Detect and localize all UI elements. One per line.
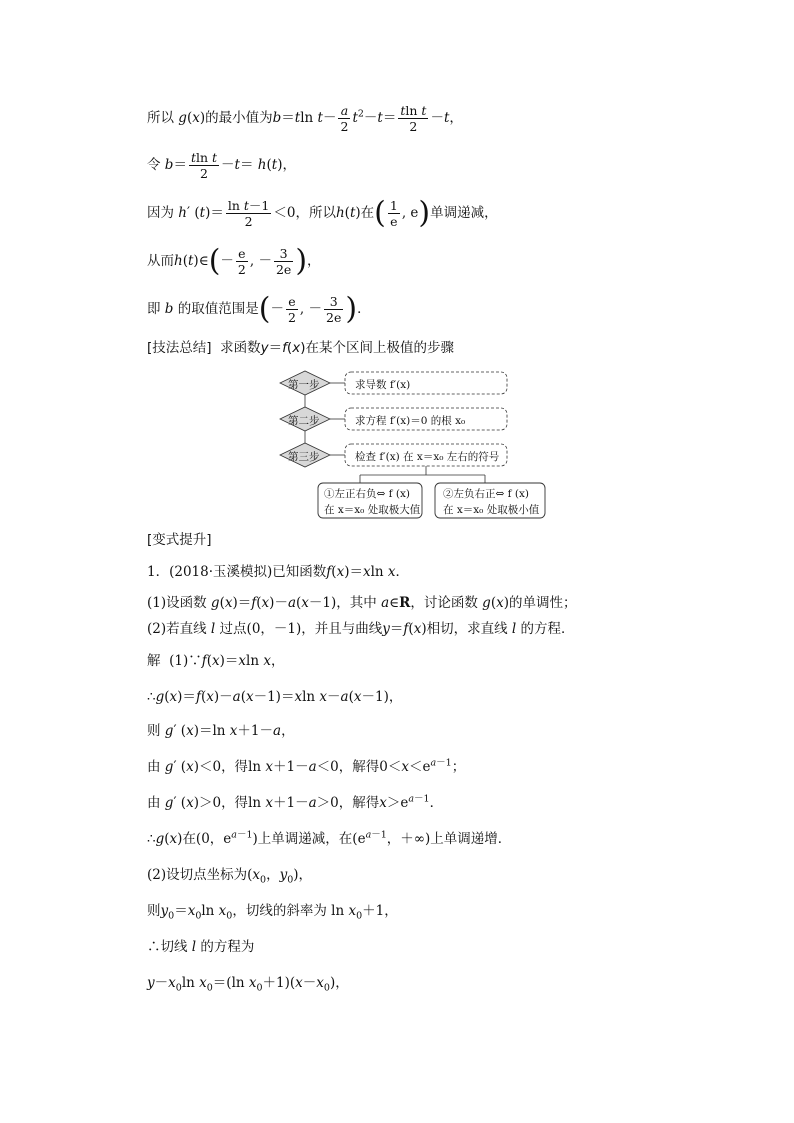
- left-result-line1: ①左正右负⇔ f (x): [324, 488, 410, 500]
- question-1: 1．(2018·玉溪模拟)已知函数f(x)＝xln x．: [147, 564, 410, 580]
- step2-label: 第二步: [288, 415, 320, 427]
- line-min-value: 所以 g(x)的最小值为b＝tln t－ $\frac{a}{2}$ $t^2-t=$ $\frac{\text{tln t}}{2}$ －t，: [147, 103, 463, 134]
- solution-line4: 由 g′ (x)＜0，得ln x＋1－a＜0，解得$0<x<e^{a-1}$；: [147, 757, 466, 775]
- solution-line5: 由 g′ (x)＞0，得ln x＋1－a＞0，解得$x>e^{a-1}$．: [147, 793, 444, 811]
- solution-line2: ∴g(x)＝f(x)－a(x－1)＝xln x－a(x－1)，: [147, 689, 403, 705]
- line-define-h: 令 b＝ $\frac{\text{tln t}}{2}$ －t＝ h(t)，: [147, 150, 296, 181]
- step3-label: 第三步: [288, 451, 320, 463]
- solution-line3: 则 g′ (x)＝ln x＋1－a，: [147, 723, 295, 739]
- box3-text: 检查 f′(x) 在 x＝x₀ 左右的符号: [355, 451, 500, 463]
- left-result-line2: 在 x＝x₀ 处取极大值: [324, 504, 421, 516]
- right-result-line1: ②左负右正⇔ f (x): [443, 488, 529, 500]
- solution-line1: 解 (1)∵f(x)＝xln x，: [147, 653, 285, 669]
- flowchart: [275, 365, 575, 525]
- question-1-part2: (2)若直线 l 过点(0，－1)，并且与曲线y＝f(x)相切，求直线 l 的方程．: [147, 621, 575, 637]
- summary-heading: [技法总结] 求函数y＝f(x)在某个区间上极值的步骤: [147, 340, 454, 356]
- line-range-h: 从而h(t)∈(－ $\frac{e}{2}$ , － $\frac{3}{2e}$ )，: [147, 243, 321, 279]
- variant-heading: [变式提升]: [147, 532, 212, 548]
- solution-line6: ∴g(x)在(0，$e^{a-1}$)上单调递减，在($e^{a-1}$，＋∞)上单调递增．: [147, 829, 512, 847]
- box1-text: 求导数 f′(x): [355, 379, 411, 391]
- line-derivative-h: 因为 h′ (t)＝ $\frac{\text{ln t－1}}{2}$ ＜0，所以h(t)在( $\frac{1}{e}$ , e)单调递减，: [147, 195, 498, 231]
- step1-label: 第一步: [288, 379, 320, 391]
- box2-text: 求方程 f′(x)＝0 的根 x₀: [355, 415, 466, 427]
- solution-line9: ∴切线 l 的方程为: [147, 939, 255, 955]
- flowchart-graphics: [275, 365, 575, 525]
- right-result-line2: 在 x＝x₀ 处取极小值: [443, 504, 540, 516]
- solution-line8: 则$y_0=x_0\ln$ $x_0$，切线的斜率为 $\ln x_0+1$，: [147, 903, 398, 922]
- line-range-b: 即 b 的取值范围是(－ $\frac{e}{2}$ , － $\frac{3}{2e}$ )．: [147, 291, 371, 327]
- question-1-part1: (1)设函数 g(x)＝f(x)－a(x－1)，其中 a∈R，讨论函数 g(x)的单调性；: [147, 595, 577, 611]
- solution-line10: $y-x_0\ln$ $x_0=(\ln$ $x_0+1)(x-x_0)$，: [147, 975, 349, 994]
- solution-line7: (2)设切点坐标为($x_0$，$y_0$)，: [147, 867, 313, 886]
